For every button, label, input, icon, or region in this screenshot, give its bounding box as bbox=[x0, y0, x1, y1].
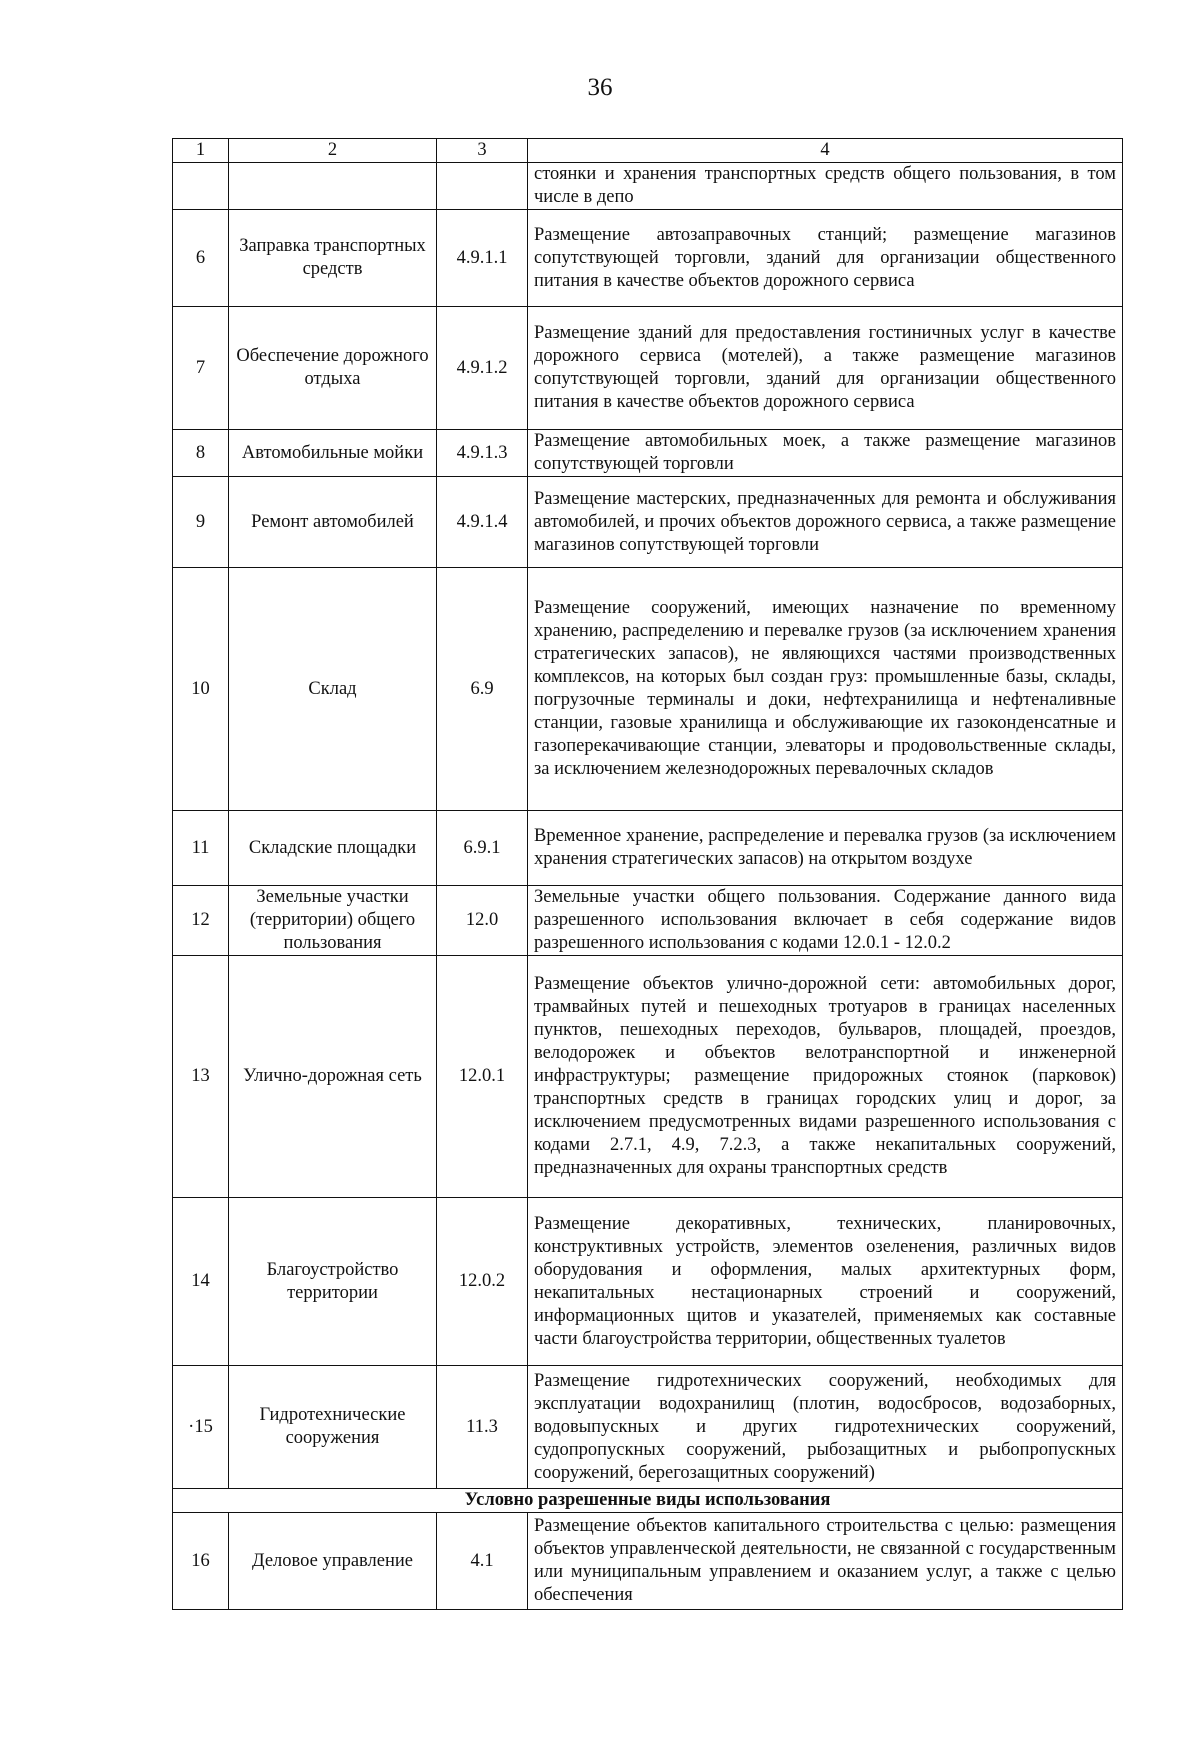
table-cell-name: Земельные участки (территории) общего пользования bbox=[229, 886, 437, 956]
table-row bbox=[173, 477, 1123, 568]
table-cell-num: 6 bbox=[173, 210, 229, 307]
table-cell-num: ·15 bbox=[173, 1366, 229, 1489]
table-cell-name: Благоустройство территории bbox=[229, 1198, 437, 1366]
table-cell-description: Размещение объектов капитального строительства с целью: размещения объектов управленческой деятельности, не связанной с государственным или муниципальным управлением и оказанием услуг, а также с целью обеспечения bbox=[528, 1513, 1123, 1610]
table-cell-num: 11 bbox=[173, 811, 229, 886]
table-row bbox=[173, 1513, 1123, 1610]
table-cell-code: 4.9.1.2 bbox=[437, 307, 528, 430]
table-row bbox=[173, 568, 1123, 811]
table-cell-description: Размещение объектов улично-дорожной сети: автомобильных дорог, трамвайных путей и пешеходных тротуаров в границах населенных пунктов, пешеходных переходов, бульваров, площадей, проездов, велодорожек и объектов велотранспортной и инженерной инфраструктуры; размещение придорожных стоянок (парковок) транспортных средств в границах городских улиц и дорог, за исключением предусмотренных видами разрешенного использования с кодами 2.7.1, 4.9, 7.2.3, а также некапитальных сооружений, предназначенных для охраны транспортных средств bbox=[528, 956, 1123, 1198]
table-cell-num: 10 bbox=[173, 568, 229, 811]
table-cell-num: 12 bbox=[173, 886, 229, 956]
table-cell-name: Автомобильные мойки bbox=[229, 430, 437, 477]
table-cell-description: Размещение декоративных, технических, планировочных, конструктивных устройств, элементов озеленения, различных видов оборудования и оформления, малых архитектурных форм, некапитальных нестационарных строений и сооружений, информационных щитов и указателей, применяемых как составные части благоустройства территории, общественных туалетов bbox=[528, 1198, 1123, 1366]
table-cell-description: Размещение гидротехнических сооружений, необходимых для эксплуатации водохранилищ (плотин, водосбросов, водозаборных, водовыпускных и других гидротехнических сооружений, судопропускных сооружений, рыбозащитных и рыбопропускных сооружений, берегозащитных сооружений) bbox=[528, 1366, 1123, 1489]
table-cell-name: Деловое управление bbox=[229, 1513, 437, 1610]
table-cell-num: 14 bbox=[173, 1198, 229, 1366]
table-cell-code: 4.9.1.3 bbox=[437, 430, 528, 477]
table-row bbox=[173, 210, 1123, 307]
table-row bbox=[173, 307, 1123, 430]
table-cell-name: Обеспечение дорожного отдыха bbox=[229, 307, 437, 430]
column-header-1: 1 bbox=[173, 139, 229, 163]
table-header-row bbox=[173, 139, 1123, 163]
table-cell-description: Размещение автозаправочных станций; размещение магазинов сопутствующей торговли, зданий для организации общественного питания в качестве объектов дорожного сервиса bbox=[528, 210, 1123, 307]
section-title: Условно разрешенные виды использования bbox=[173, 1489, 1123, 1513]
land-use-table bbox=[172, 138, 1123, 1610]
table-cell-code: 4.1 bbox=[437, 1513, 528, 1610]
table-cell-code: 4.9.1.1 bbox=[437, 210, 528, 307]
table-cell-name: Заправка транспортных средств bbox=[229, 210, 437, 307]
table-cell-description: Размещение мастерских, предназначенных для ремонта и обслуживания автомобилей, и прочих объектов дорожного сервиса, а также размещение магазинов сопутствующей торговли bbox=[528, 477, 1123, 568]
table-row bbox=[173, 811, 1123, 886]
column-header-3: 3 bbox=[437, 139, 528, 163]
table-cell-code: 11.3 bbox=[437, 1366, 528, 1489]
column-header-4: 4 bbox=[528, 139, 1123, 163]
page-number: 36 bbox=[587, 74, 613, 101]
table-cell-code: 12.0.2 bbox=[437, 1198, 528, 1366]
table-row bbox=[173, 886, 1123, 956]
table-cell-code: 4.9.1.4 bbox=[437, 477, 528, 568]
table-cell-name bbox=[229, 163, 437, 210]
table-cell-name: Гидротехнические сооружения bbox=[229, 1366, 437, 1489]
table-cell-num: 16 bbox=[173, 1513, 229, 1610]
table-cell-num bbox=[173, 163, 229, 210]
table-cell-num: 7 bbox=[173, 307, 229, 430]
table-cell-num: 9 bbox=[173, 477, 229, 568]
continuation-row bbox=[173, 163, 1123, 210]
table-cell-code: 12.0.1 bbox=[437, 956, 528, 1198]
table-cell-code: 6.9 bbox=[437, 568, 528, 811]
table-cell-num: 13 bbox=[173, 956, 229, 1198]
table-cell-name: Улично-дорожная сеть bbox=[229, 956, 437, 1198]
table-cell-description: Размещение зданий для предоставления гостиничных услуг в качестве дорожного сервиса (мотелей), а также размещение магазинов сопутствующей торговли, зданий для организации общественного питания в качестве объектов дорожного сервиса bbox=[528, 307, 1123, 430]
table-cell-num: 8 bbox=[173, 430, 229, 477]
table-cell-name: Складские площадки bbox=[229, 811, 437, 886]
table-cell-code: 6.9.1 bbox=[437, 811, 528, 886]
table-row bbox=[173, 1366, 1123, 1489]
column-header-2: 2 bbox=[229, 139, 437, 163]
section-header-row bbox=[173, 1489, 1123, 1513]
table-cell-name: Склад bbox=[229, 568, 437, 811]
table-row bbox=[173, 430, 1123, 477]
table-row bbox=[173, 956, 1123, 1198]
continuation-text: стоянки и хранения транспортных средств общего пользования, в том числе в депо bbox=[528, 163, 1123, 210]
table-cell-code: 12.0 bbox=[437, 886, 528, 956]
table-cell-description: Земельные участки общего пользования. Содержание данного вида разрешенного использования включает в себя содержание видов разрешенного использования с кодами 12.0.1 - 12.0.2 bbox=[528, 886, 1123, 956]
table-cell-description: Временное хранение, распределение и перевалка грузов (за исключением хранения стратегических запасов) на открытом воздухе bbox=[528, 811, 1123, 886]
table-cell-name: Ремонт автомобилей bbox=[229, 477, 437, 568]
table-cell-description: Размещение автомобильных моек, а также размещение магазинов сопутствующей торговли bbox=[528, 430, 1123, 477]
table-row bbox=[173, 1198, 1123, 1366]
table-cell-code bbox=[437, 163, 528, 210]
table-cell-description: Размещение сооружений, имеющих назначение по временному хранению, распределению и перевалке грузов (за исключением хранения стратегических запасов), не являющихся частями производственных комплексов, на которых был создан груз: промышленные базы, склады, погрузочные терминалы и доки, нефтехранилища и нефтеналивные станции, газовые хранилища и обслуживающие их газоконденсатные и газоперекачивающие станции, элеваторы и продовольственные склады, за исключением железнодорожных перевалочных складов bbox=[528, 568, 1123, 811]
